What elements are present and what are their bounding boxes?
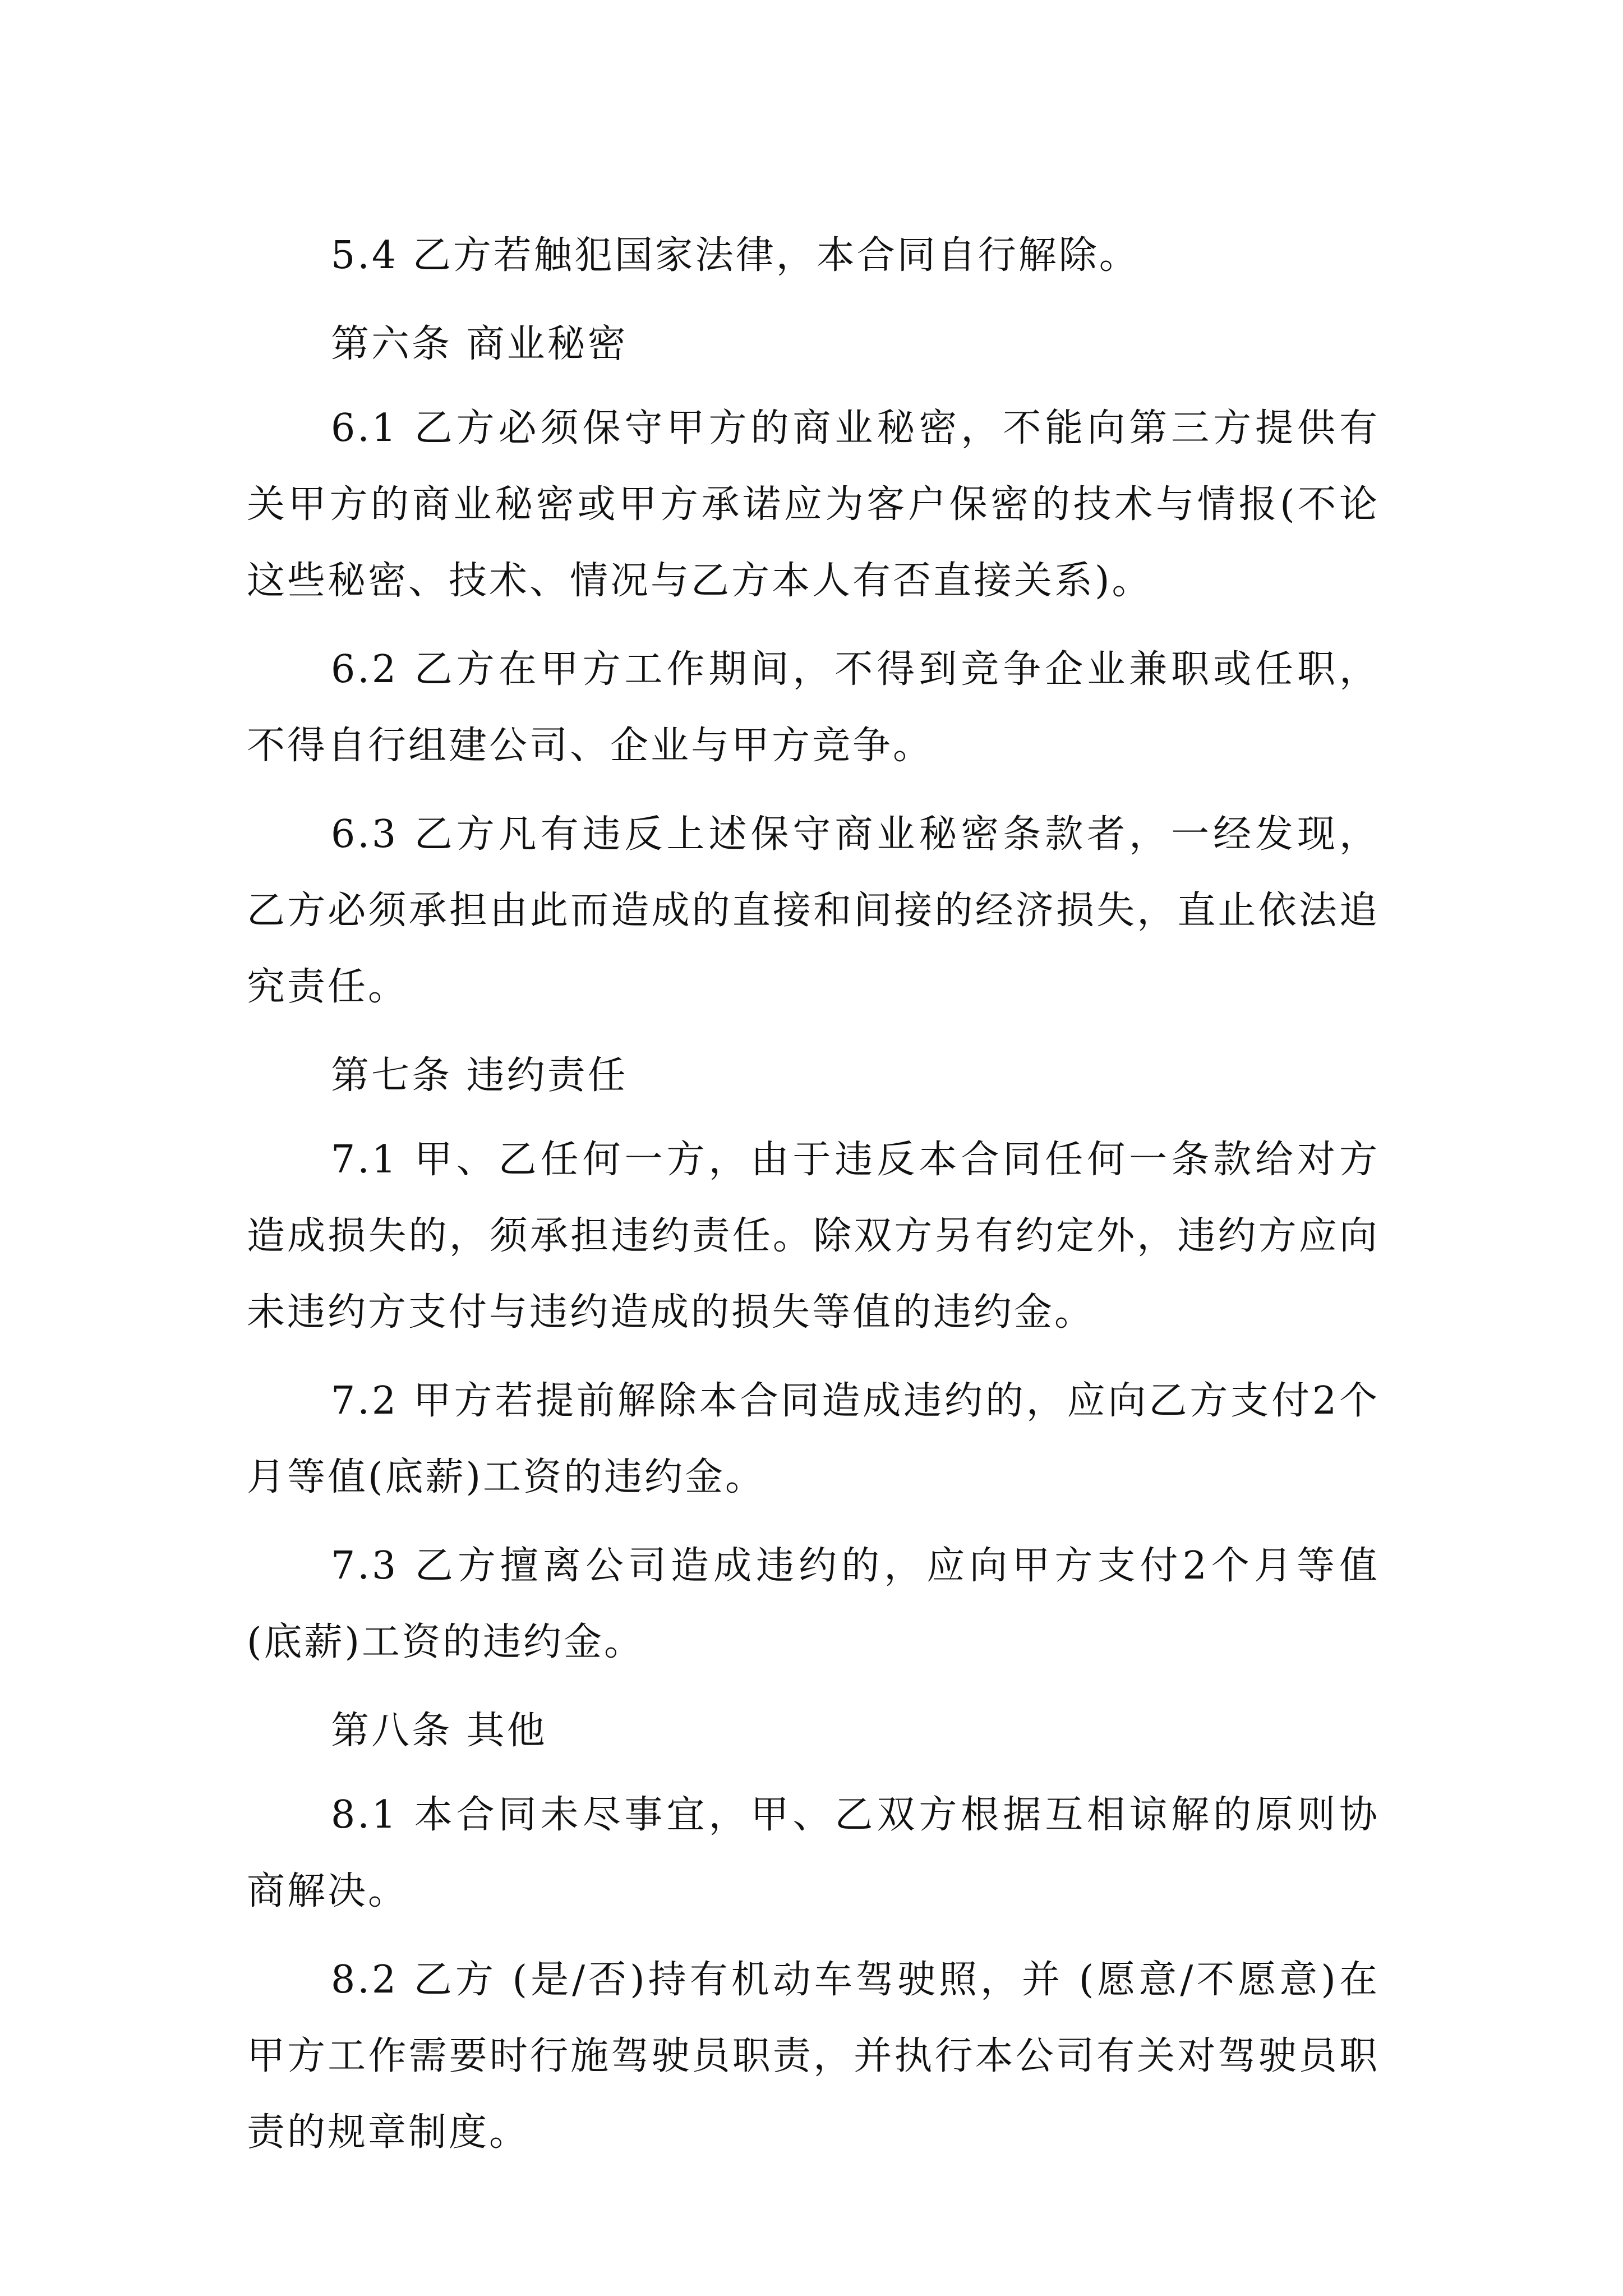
article-8-heading: 第八条 其他 (331, 1709, 547, 1753)
document-body (247, 218, 1380, 2183)
clause-6-1: 6.1 乙方必须保守甲方的商业秘密，不能向第三方提供有关甲方的商业秘密或甲方承诺应为客户保密的技术与情报(不论这些秘密、技术、情况与乙方本人有否直接关系)。 (247, 406, 1380, 603)
article-6-heading: 第六条 商业秘密 (331, 322, 628, 366)
clause-7-2: 7.2 甲方若提前解除本合同造成违约的，应向乙方支付2个月等值(底薪)工资的违约金。 (247, 1379, 1380, 1499)
article-7-heading: 第七条 违约责任 (331, 1053, 628, 1098)
clause-6-2: 6.2 乙方在甲方工作期间，不得到竞争企业兼职或任职，不得自行组建公司、企业与甲方竞争。 (247, 647, 1380, 768)
clause-6-3: 6.3 乙方凡有违反上述保守商业秘密条款者，一经发现，乙方必须承担由此而造成的直接和间接的经济损失，直止依法追究责任。 (247, 812, 1380, 1009)
clause-7-1: 7.1 甲、乙任何一方，由于违反本合同任何一条款给对方造成损失的，须承担违约责任。除双方另有约定外，违约方应向未违约方支付与违约造成的损失等值的违约金。 (247, 1138, 1380, 1335)
clause-8-2: 8.2 乙方 (是/否)持有机动车驾驶照，并 (愿意/不愿意)在甲方工作需要时行施驾驶员职责，并执行本公司有关对驾驶员职责的规章制度。 (247, 1958, 1380, 2155)
clause-8-1: 8.1 本合同未尽事宜，甲、乙双方根据互相谅解的原则协商解决。 (247, 1793, 1380, 1913)
clause-7-3: 7.3 乙方擅离公司造成违约的，应向甲方支付2个月等值(底薪)工资的违约金。 (247, 1544, 1380, 1664)
clause-5-4: 5.4 乙方若触犯国家法律，本合同自行解除。 (331, 233, 1140, 278)
